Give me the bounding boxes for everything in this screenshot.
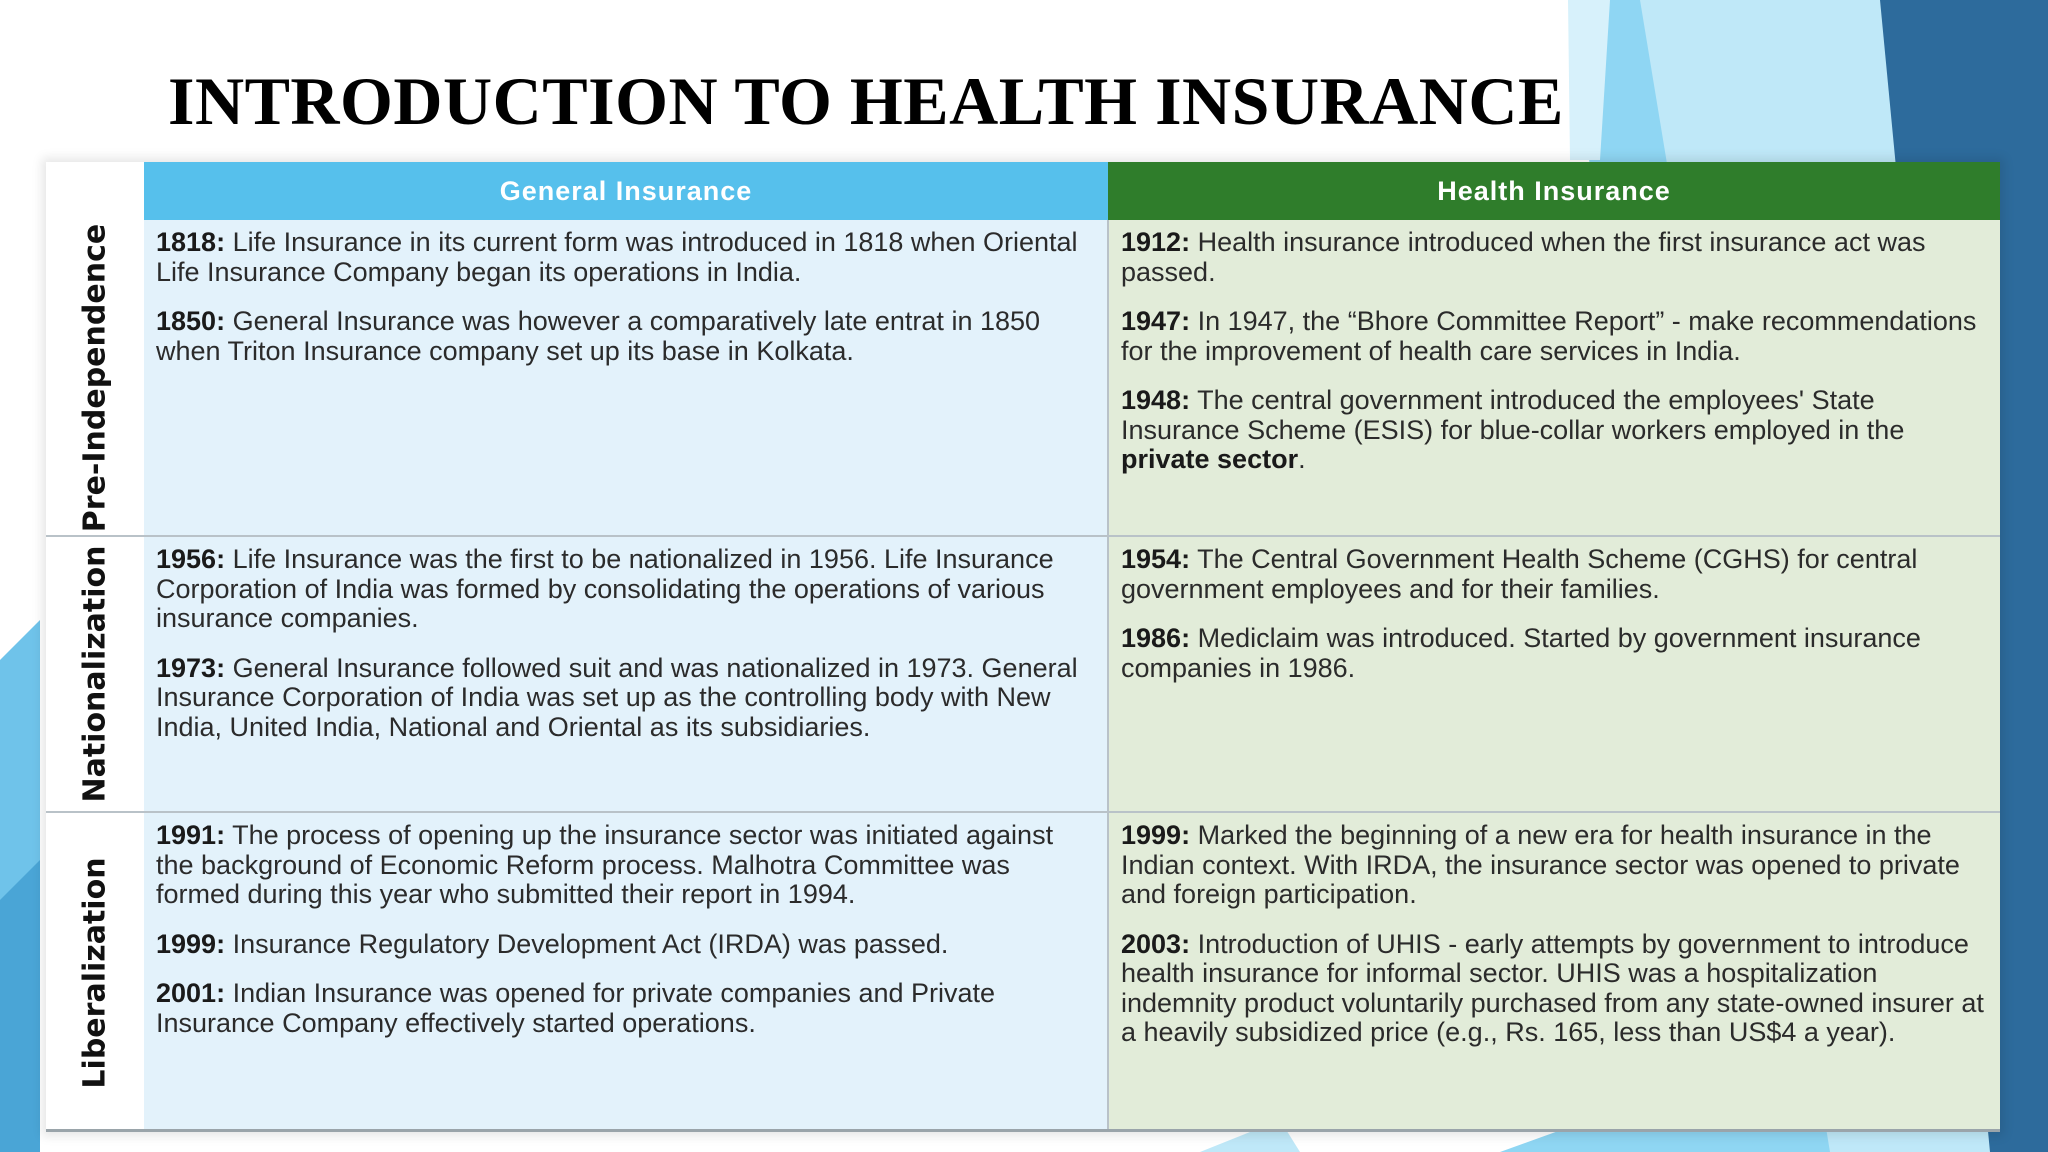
entry-text: Marked the beginning of a new era for health insurance in the Indian context. With IRDA, the insurance sector was opened to private and foreign participation.	[1121, 820, 1960, 909]
era-cell	[46, 536, 144, 812]
table-header-row	[46, 162, 2000, 220]
insurance-history-table	[46, 162, 2000, 1132]
entry-2001	[156, 979, 1095, 1038]
entry-text: In 1947, the “Bhore Committee Report” - make recommendations for the improvement of health care services in India.	[1121, 306, 1977, 366]
entry-1912	[1121, 228, 1988, 287]
era-header-blank	[46, 162, 144, 220]
entry-year: 1973:	[156, 652, 226, 683]
entry-1973	[156, 654, 1095, 743]
entry-year: 1947:	[1121, 306, 1191, 336]
general-cell-nationalization	[144, 536, 1108, 812]
entry-text: Health insurance introduced when the first insurance act was passed.	[1121, 227, 1926, 287]
entry-1947	[1121, 307, 1988, 366]
table-row-liberalization	[46, 812, 2000, 1132]
entry-text: Indian Insurance was opened for private companies and Private Insurance Company effectively started operations.	[156, 978, 996, 1038]
entry-2003	[1121, 930, 1988, 1048]
general-cell-liberalization	[144, 812, 1108, 1132]
entry-year: 1850:	[156, 306, 226, 336]
entry-year: 1956:	[156, 544, 226, 574]
entry-year: 2003:	[1121, 928, 1191, 959]
comparison-table	[46, 162, 2000, 1132]
era-cell	[46, 812, 144, 1132]
page-title: INTRODUCTION TO HEALTH INSURANCE	[168, 63, 1564, 139]
entry-1818	[156, 228, 1095, 287]
entry-text: The Central Government Health Scheme (CGHS) for central government employees and for their families.	[1121, 544, 1918, 604]
entry-1956	[156, 545, 1095, 634]
entry-year: 1986:	[1121, 623, 1191, 653]
era-label-pre-independence: Pre-Independence	[77, 223, 113, 532]
table-row-nationalization	[46, 536, 2000, 812]
entry-text: General Insurance followed suit and was nationalized in 1973. General Insurance Corporation of India was set up as the controlling body with New India, United India, National and Oriental as its subsidiaries.	[156, 652, 1078, 742]
entry-year: 1818:	[156, 227, 226, 257]
entry-text: Introduction of UHIS - early attempts by government to introduce health insurance for informal sector. UHIS was a hospitalization indemnity product voluntarily purchased from any state-owned insurer at a heavily subsidized price (e.g., Rs. 165, less than US$4 a year).	[1121, 928, 1984, 1047]
health-insurance-header: Health Insurance	[1108, 162, 2000, 220]
entry-year: 1999:	[1121, 820, 1191, 850]
entry-end: .	[1298, 444, 1306, 474]
entry-1999-health	[1121, 821, 1988, 910]
table-bottom-rule	[46, 1129, 2000, 1132]
entry-text: Life Insurance in its current form was introduced in 1818 when Oriental Life Insurance Company began its operations in India.	[156, 227, 1078, 287]
entry-year: 1991:	[156, 820, 226, 850]
entry-bold-tail: private sector	[1121, 444, 1299, 474]
general-insurance-header: General Insurance	[144, 162, 1108, 220]
era-label-liberalization: Liberalization	[77, 856, 113, 1089]
entry-year: 1954:	[1121, 544, 1191, 574]
entry-year: 1999:	[156, 928, 226, 959]
entry-1954	[1121, 545, 1988, 604]
entry-1986	[1121, 624, 1988, 683]
era-cell	[46, 220, 144, 536]
entry-year: 1912:	[1121, 227, 1191, 257]
health-cell-liberalization	[1108, 812, 2000, 1132]
entry-text: Insurance Regulatory Development Act (IRDA) was passed.	[232, 928, 949, 959]
entry-text: The central government introduced the employees' State Insurance Scheme (ESIS) for blue-collar workers employed in the	[1121, 385, 1905, 445]
entry-1991	[156, 821, 1095, 910]
entry-1850	[156, 307, 1095, 366]
entry-year: 2001:	[156, 978, 226, 1008]
entry-text: General Insurance was however a comparatively late entrat in 1850 when Triton Insurance company set up its base in Kolkata.	[156, 306, 1041, 366]
entry-text: Life Insurance was the first to be nationalized in 1956. Life Insurance Corporation of India was formed by consolidating the operations of various insurance companies.	[156, 544, 1054, 633]
entry-1948	[1121, 386, 1988, 475]
health-cell-pre-independence	[1108, 220, 2000, 536]
health-cell-nationalization	[1108, 536, 2000, 812]
table-row-pre-independence	[46, 220, 2000, 536]
general-cell-pre-independence	[144, 220, 1108, 536]
entry-year: 1948:	[1121, 385, 1191, 415]
era-label-nationalization: Nationalization	[77, 545, 113, 803]
entry-1999-general	[156, 930, 1095, 960]
entry-text: Mediclaim was introduced. Started by government insurance companies in 1986.	[1121, 623, 1921, 683]
entry-text: The process of opening up the insurance sector was initiated against the background of Economic Reform process. Malhotra Committee was formed during this year who submitted their report in 1994.	[156, 820, 1054, 909]
